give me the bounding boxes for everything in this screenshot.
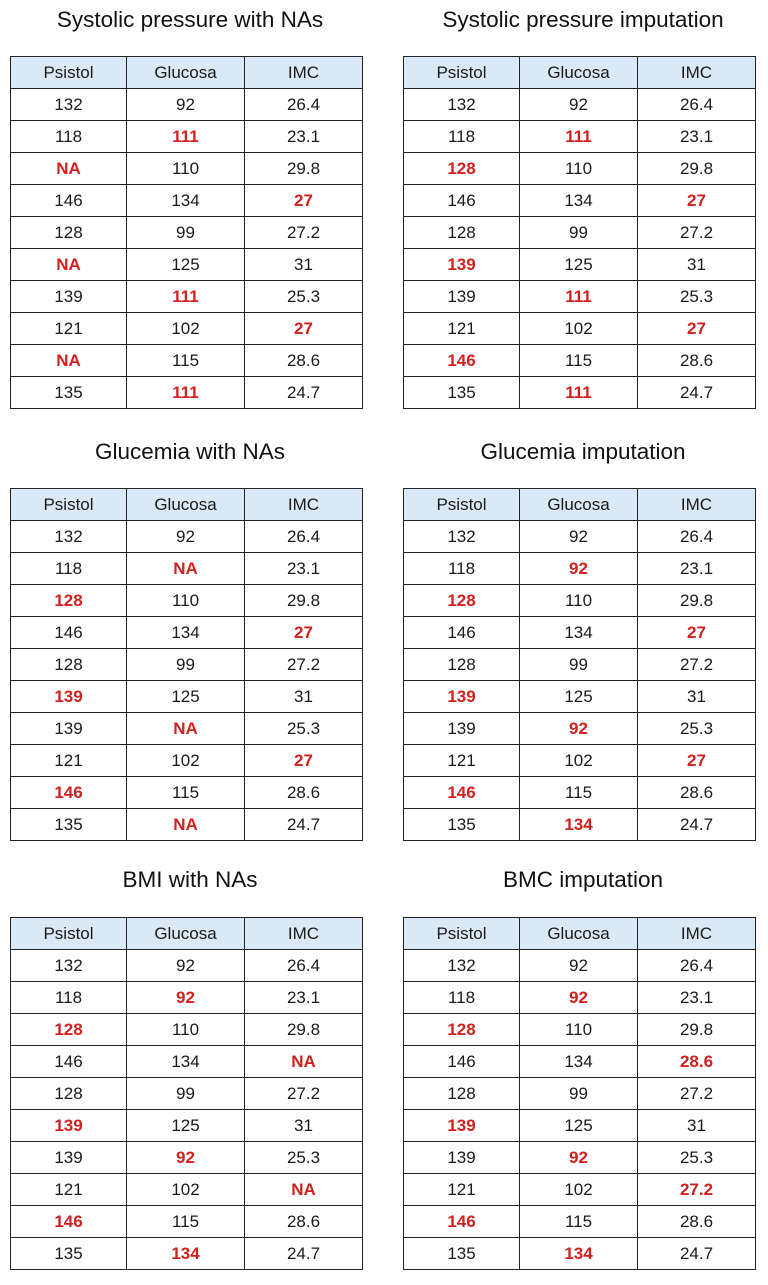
table-row (404, 1238, 756, 1270)
table-cell-imc: 31 (638, 1110, 756, 1142)
table-cell-glucosa: 102 (127, 1174, 245, 1206)
table-cell-imc: 27.2 (638, 217, 756, 249)
table-cell-imc: 31 (638, 249, 756, 281)
table-cell-imc: 29.8 (245, 153, 363, 185)
table-cell-glucosa: 92 (520, 89, 638, 121)
table-cell-psistol: 146 (404, 345, 520, 377)
column-header-imc: IMC (638, 489, 756, 521)
table-cell-imc: 27 (245, 313, 363, 345)
table-cell-psistol: 135 (404, 377, 520, 409)
table-row (11, 377, 363, 409)
table-cell-psistol: 139 (404, 681, 520, 713)
table-cell-glucosa: 102 (127, 745, 245, 777)
column-header-psistol: Psistol (404, 918, 520, 950)
table-cell-imc: 28.6 (245, 777, 363, 809)
table-row (404, 950, 756, 982)
table-row (11, 1014, 363, 1046)
table-cell-psistol: 139 (11, 1110, 127, 1142)
table-cell-imc: 23.1 (245, 553, 363, 585)
table-cell-glucosa: 99 (520, 1078, 638, 1110)
table-row (404, 681, 756, 713)
table-row (404, 809, 756, 841)
table-cell-imc: 27.2 (245, 649, 363, 681)
table-cell-psistol: 146 (404, 1046, 520, 1078)
table-cell-psistol: 146 (11, 1206, 127, 1238)
column-header-glucosa: Glucosa (127, 918, 245, 950)
table-cell-glucosa: 134 (520, 185, 638, 217)
table-cell-psistol: 135 (404, 809, 520, 841)
table-cell-psistol: 128 (404, 585, 520, 617)
table-cell-psistol: NA (11, 153, 127, 185)
table-cell-psistol: 118 (11, 553, 127, 585)
table-row (11, 249, 363, 281)
table-cell-imc: 29.8 (638, 1014, 756, 1046)
table-row (404, 313, 756, 345)
table-header-row (11, 57, 363, 89)
table-row (11, 713, 363, 745)
table-cell-glucosa: 125 (520, 249, 638, 281)
table-row (404, 217, 756, 249)
table-cell-glucosa: 125 (127, 249, 245, 281)
table-cell-imc: 26.4 (245, 89, 363, 121)
table-cell-imc: 26.4 (638, 89, 756, 121)
table-cell-psistol: 139 (404, 713, 520, 745)
table-cell-psistol: 146 (11, 777, 127, 809)
column-header-glucosa: Glucosa (520, 489, 638, 521)
table-cell-imc: 27.2 (638, 649, 756, 681)
table-cell-imc: 25.3 (638, 1142, 756, 1174)
table-row (404, 1174, 756, 1206)
table-cell-psistol: 132 (11, 950, 127, 982)
column-header-glucosa: Glucosa (520, 57, 638, 89)
table-cell-glucosa: 115 (520, 345, 638, 377)
table-cell-psistol: 146 (11, 185, 127, 217)
table-cell-imc: 27 (245, 617, 363, 649)
table-cell-glucosa: 134 (520, 1238, 638, 1270)
table-cell-imc: 25.3 (245, 713, 363, 745)
table-cell-imc: 24.7 (638, 377, 756, 409)
table-cell-psistol: 121 (404, 1174, 520, 1206)
column-header-imc: IMC (638, 57, 756, 89)
table-cell-psistol: 128 (404, 1014, 520, 1046)
table-row (11, 521, 363, 553)
table-cell-imc: 24.7 (638, 809, 756, 841)
table-cell-glucosa: 110 (127, 585, 245, 617)
table-cell-glucosa: 111 (127, 281, 245, 313)
table-cell-psistol: 146 (404, 1206, 520, 1238)
table-row (11, 1078, 363, 1110)
table-header-row (404, 57, 756, 89)
table-cell-psistol: 139 (11, 713, 127, 745)
table-row (404, 345, 756, 377)
table-cell-glucosa: 110 (520, 153, 638, 185)
table-cell-glucosa: 102 (520, 745, 638, 777)
table-cell-imc: 29.8 (245, 585, 363, 617)
data-table (10, 917, 363, 1270)
table-cell-imc: 31 (245, 681, 363, 713)
table-cell-glucosa: 125 (127, 1110, 245, 1142)
table-cell-psistol: 146 (11, 1046, 127, 1078)
table-cell-imc: 27.2 (638, 1174, 756, 1206)
table-cell-psistol: 139 (404, 249, 520, 281)
table-cell-psistol: 118 (404, 121, 520, 153)
table-cell-imc: 23.1 (638, 553, 756, 585)
table-cell-glucosa: 134 (520, 809, 638, 841)
table-row (404, 1078, 756, 1110)
table-cell-imc: 27 (638, 745, 756, 777)
table-cell-glucosa: 111 (520, 121, 638, 153)
table-cell-imc: 26.4 (638, 521, 756, 553)
table-cell-psistol: 132 (404, 521, 520, 553)
table-cell-psistol: 132 (11, 89, 127, 121)
table-cell-glucosa: 99 (127, 217, 245, 249)
table-cell-imc: 31 (245, 249, 363, 281)
table-row (11, 1238, 363, 1270)
table-cell-glucosa: 115 (520, 777, 638, 809)
panel-title: Glucemia imputation (480, 439, 686, 464)
panel-title: Systolic pressure with NAs (56, 7, 324, 32)
table-cell-glucosa: 92 (520, 982, 638, 1014)
table-cell-glucosa: 99 (127, 649, 245, 681)
table-cell-psistol: 132 (404, 89, 520, 121)
table-cell-psistol: 121 (11, 313, 127, 345)
table-cell-psistol: 121 (11, 745, 127, 777)
table-row (11, 809, 363, 841)
table-cell-imc: 29.8 (638, 585, 756, 617)
table-row (404, 1142, 756, 1174)
table-cell-imc: 27 (638, 617, 756, 649)
table-cell-glucosa: 111 (520, 377, 638, 409)
table-row (11, 777, 363, 809)
table-cell-glucosa: 92 (520, 553, 638, 585)
table-cell-psistol: 118 (404, 982, 520, 1014)
table-cell-imc: 27.2 (245, 217, 363, 249)
table-cell-glucosa: 134 (127, 185, 245, 217)
table-row (11, 121, 363, 153)
data-table (10, 56, 363, 409)
data-table (10, 488, 363, 841)
table-row (11, 950, 363, 982)
table-row (11, 745, 363, 777)
table-cell-psistol: 139 (11, 1142, 127, 1174)
table-cell-imc: 27.2 (245, 1078, 363, 1110)
table-cell-imc: 31 (638, 681, 756, 713)
table-cell-psistol: 146 (404, 777, 520, 809)
panel-title: Systolic pressure imputation (442, 7, 724, 32)
column-header-glucosa: Glucosa (520, 918, 638, 950)
table-cell-psistol: 139 (404, 281, 520, 313)
table-row (11, 585, 363, 617)
table-cell-imc: 27 (245, 745, 363, 777)
table-cell-glucosa: 134 (127, 617, 245, 649)
table-cell-psistol: 121 (11, 1174, 127, 1206)
table-row (404, 982, 756, 1014)
table-cell-imc: 24.7 (245, 1238, 363, 1270)
table-cell-psistol: 128 (11, 649, 127, 681)
table-cell-psistol: 146 (11, 617, 127, 649)
table-cell-psistol: 135 (404, 1238, 520, 1270)
table-cell-psistol: 128 (11, 217, 127, 249)
table-cell-glucosa: 134 (127, 1238, 245, 1270)
table-cell-imc: 29.8 (245, 1014, 363, 1046)
table-cell-glucosa: 92 (127, 950, 245, 982)
column-header-psistol: Psistol (11, 918, 127, 950)
table-cell-glucosa: 115 (127, 777, 245, 809)
table-cell-psistol: 146 (404, 617, 520, 649)
table-row (404, 249, 756, 281)
table-cell-psistol: 128 (404, 1078, 520, 1110)
table-row (404, 121, 756, 153)
table-header-row (11, 489, 363, 521)
table-row (11, 617, 363, 649)
table-header-row (404, 918, 756, 950)
table-cell-psistol: 128 (404, 217, 520, 249)
table-cell-psistol: 128 (11, 585, 127, 617)
column-header-imc: IMC (245, 489, 363, 521)
table-cell-glucosa: 92 (520, 713, 638, 745)
table-cell-psistol: 139 (404, 1142, 520, 1174)
table-cell-glucosa: 134 (520, 1046, 638, 1078)
table-cell-psistol: 128 (404, 153, 520, 185)
table-cell-glucosa: 115 (127, 1206, 245, 1238)
table-row (11, 153, 363, 185)
table-cell-imc: 28.6 (245, 1206, 363, 1238)
table-cell-glucosa: 102 (520, 313, 638, 345)
table-cell-psistol: 121 (404, 745, 520, 777)
table-row (11, 1142, 363, 1174)
table-cell-glucosa: NA (127, 809, 245, 841)
table-cell-glucosa: 110 (127, 1014, 245, 1046)
table-cell-glucosa: NA (127, 553, 245, 585)
column-header-glucosa: Glucosa (127, 57, 245, 89)
table-row (404, 777, 756, 809)
table-row (11, 649, 363, 681)
column-header-psistol: Psistol (11, 489, 127, 521)
table-row (11, 681, 363, 713)
table-cell-imc: 28.6 (638, 345, 756, 377)
table-cell-glucosa: 111 (127, 121, 245, 153)
table-cell-psistol: 139 (11, 681, 127, 713)
table-row (404, 713, 756, 745)
table-cell-imc: 23.1 (638, 121, 756, 153)
table-cell-glucosa: 92 (520, 1142, 638, 1174)
table-cell-glucosa: 110 (127, 153, 245, 185)
table-cell-glucosa: 99 (520, 217, 638, 249)
table-row (404, 649, 756, 681)
table-cell-glucosa: 92 (127, 982, 245, 1014)
panel-title: BMC imputation (502, 867, 664, 892)
table-cell-glucosa: 92 (127, 521, 245, 553)
table-row (11, 982, 363, 1014)
table-cell-psistol: 132 (11, 521, 127, 553)
data-table (403, 56, 756, 409)
table-cell-imc: 25.3 (638, 713, 756, 745)
table-cell-psistol: 146 (404, 185, 520, 217)
table-cell-glucosa: 134 (520, 617, 638, 649)
table-cell-glucosa: 92 (520, 521, 638, 553)
table-cell-imc: 26.4 (638, 950, 756, 982)
panel-title: Glucemia with NAs (94, 439, 286, 464)
table-cell-glucosa: 134 (127, 1046, 245, 1078)
table-cell-glucosa: 99 (520, 649, 638, 681)
table-row (404, 281, 756, 313)
table-row (11, 345, 363, 377)
table-cell-imc: 25.3 (638, 281, 756, 313)
column-header-psistol: Psistol (11, 57, 127, 89)
table-row (11, 553, 363, 585)
table-row (404, 585, 756, 617)
table-row (404, 617, 756, 649)
table-row (11, 217, 363, 249)
column-header-imc: IMC (638, 918, 756, 950)
table-cell-imc: 28.6 (245, 345, 363, 377)
table-cell-imc: 24.7 (245, 809, 363, 841)
table-cell-imc: 27.2 (638, 1078, 756, 1110)
table-row (11, 1046, 363, 1078)
data-table (403, 917, 756, 1270)
table-cell-psistol: 118 (11, 121, 127, 153)
table-cell-glucosa: 115 (520, 1206, 638, 1238)
table-header-row (404, 489, 756, 521)
table-cell-glucosa: 111 (127, 377, 245, 409)
table-row (404, 553, 756, 585)
table-cell-glucosa: 110 (520, 1014, 638, 1046)
table-cell-imc: 26.4 (245, 521, 363, 553)
table-row (404, 521, 756, 553)
table-cell-imc: 23.1 (638, 982, 756, 1014)
table-cell-imc: 24.7 (245, 377, 363, 409)
column-header-imc: IMC (245, 918, 363, 950)
table-cell-glucosa: 125 (520, 681, 638, 713)
table-row (11, 281, 363, 313)
table-cell-psistol: NA (11, 345, 127, 377)
column-header-psistol: Psistol (404, 489, 520, 521)
table-row (404, 745, 756, 777)
table-cell-glucosa: 110 (520, 585, 638, 617)
table-header-row (11, 918, 363, 950)
table-cell-psistol: 128 (404, 649, 520, 681)
table-row (404, 1014, 756, 1046)
table-cell-psistol: 121 (404, 313, 520, 345)
table-cell-glucosa: 125 (520, 1110, 638, 1142)
table-cell-psistol: 135 (11, 377, 127, 409)
table-cell-psistol: 135 (11, 809, 127, 841)
table-row (404, 1046, 756, 1078)
table-cell-imc: 28.6 (638, 1046, 756, 1078)
panel-title: BMI with NAs (122, 867, 258, 892)
column-header-glucosa: Glucosa (127, 489, 245, 521)
table-cell-psistol: 135 (11, 1238, 127, 1270)
table-cell-glucosa: NA (127, 713, 245, 745)
table-cell-imc: 27 (638, 185, 756, 217)
table-row (11, 313, 363, 345)
table-row (404, 89, 756, 121)
table-row (11, 1110, 363, 1142)
table-cell-psistol: 128 (11, 1078, 127, 1110)
data-table (403, 488, 756, 841)
table-cell-imc: 26.4 (245, 950, 363, 982)
table-cell-glucosa: 92 (520, 950, 638, 982)
table-cell-imc: 31 (245, 1110, 363, 1142)
table-row (404, 377, 756, 409)
column-header-psistol: Psistol (404, 57, 520, 89)
table-cell-glucosa: 92 (127, 89, 245, 121)
table-cell-glucosa: 102 (520, 1174, 638, 1206)
table-row (404, 153, 756, 185)
table-cell-imc: 23.1 (245, 982, 363, 1014)
table-row (404, 185, 756, 217)
table-cell-imc: NA (245, 1046, 363, 1078)
table-cell-imc: 27 (245, 185, 363, 217)
table-cell-glucosa: 102 (127, 313, 245, 345)
table-row (404, 1110, 756, 1142)
table-cell-imc: 23.1 (245, 121, 363, 153)
table-cell-imc: 29.8 (638, 153, 756, 185)
table-cell-glucosa: 125 (127, 681, 245, 713)
table-cell-psistol: 118 (404, 553, 520, 585)
table-cell-psistol: NA (11, 249, 127, 281)
table-row (404, 1206, 756, 1238)
table-cell-imc: 25.3 (245, 281, 363, 313)
table-cell-imc: NA (245, 1174, 363, 1206)
table-row (11, 1206, 363, 1238)
table-cell-glucosa: 115 (127, 345, 245, 377)
table-cell-glucosa: 99 (127, 1078, 245, 1110)
table-cell-psistol: 139 (11, 281, 127, 313)
table-row (11, 1174, 363, 1206)
table-cell-imc: 28.6 (638, 777, 756, 809)
table-cell-imc: 28.6 (638, 1206, 756, 1238)
table-cell-psistol: 132 (404, 950, 520, 982)
table-row (11, 89, 363, 121)
table-row (11, 185, 363, 217)
table-cell-glucosa: 92 (127, 1142, 245, 1174)
table-cell-psistol: 139 (404, 1110, 520, 1142)
column-header-imc: IMC (245, 57, 363, 89)
table-cell-glucosa: 111 (520, 281, 638, 313)
table-cell-psistol: 118 (11, 982, 127, 1014)
table-cell-imc: 25.3 (245, 1142, 363, 1174)
table-cell-psistol: 128 (11, 1014, 127, 1046)
table-cell-imc: 24.7 (638, 1238, 756, 1270)
table-cell-imc: 27 (638, 313, 756, 345)
